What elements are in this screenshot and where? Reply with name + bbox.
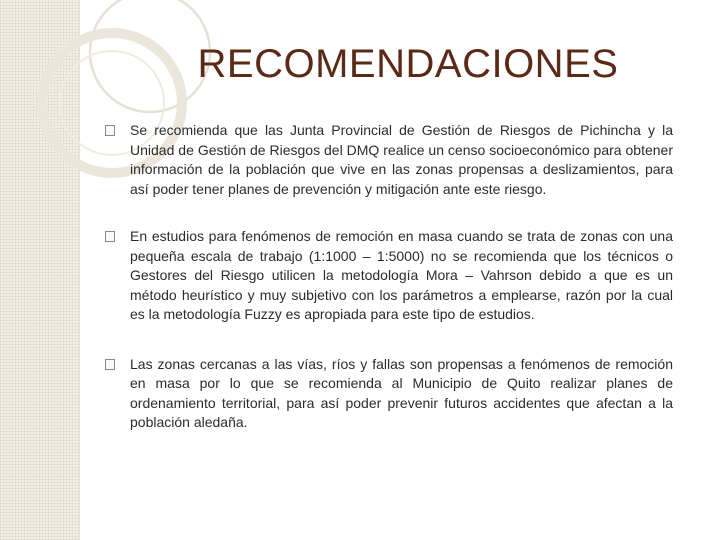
bullet-text: Las zonas cercanas a las vías, ríos y fallas son propensas a fenómenos de remoción en masa por lo que se recomienda al Municipio de Quito realizar planes de ordenamiento territorial, para así poder prevenir futuros accidentes que afectan a la población aledaña. <box>130 355 673 430</box>
square-bullet-icon <box>105 231 115 242</box>
bullet-text: En estudios para fenómenos de remoción en masa cuando se trata de zonas con una pequeña escala de trabajo (1:1000 – 1:5000) no se recomienda que los técnicos o Gestores del Riesgo utilicen la metodología Mora – Vahrson debido a que es un método heurístico y muy subjetivo con los parámetros a emplearse, razón por la cual es la metodología Fuzzy es apropiada para este tipo de estudios. <box>130 228 673 322</box>
square-bullet-icon <box>105 125 115 136</box>
slide-title: RECOMENDACIONES <box>197 42 619 86</box>
bullet-text: Se recomienda que las Junta Provincial de Gestión de Riesgos de Pichincha y la Unidad de Gestión de Riesgos del DMQ realice un censo socioeconómico para obtener información de la población que vive en las zonas propensas a deslizamientos, para así poder tener planes de prevención y mitigación ante este riesgo. <box>130 122 673 197</box>
bullet-list <box>105 121 673 433</box>
square-bullet-icon <box>105 359 115 370</box>
bullet-item <box>105 121 673 199</box>
bullet-item <box>105 227 673 325</box>
bullet-item <box>105 355 673 433</box>
